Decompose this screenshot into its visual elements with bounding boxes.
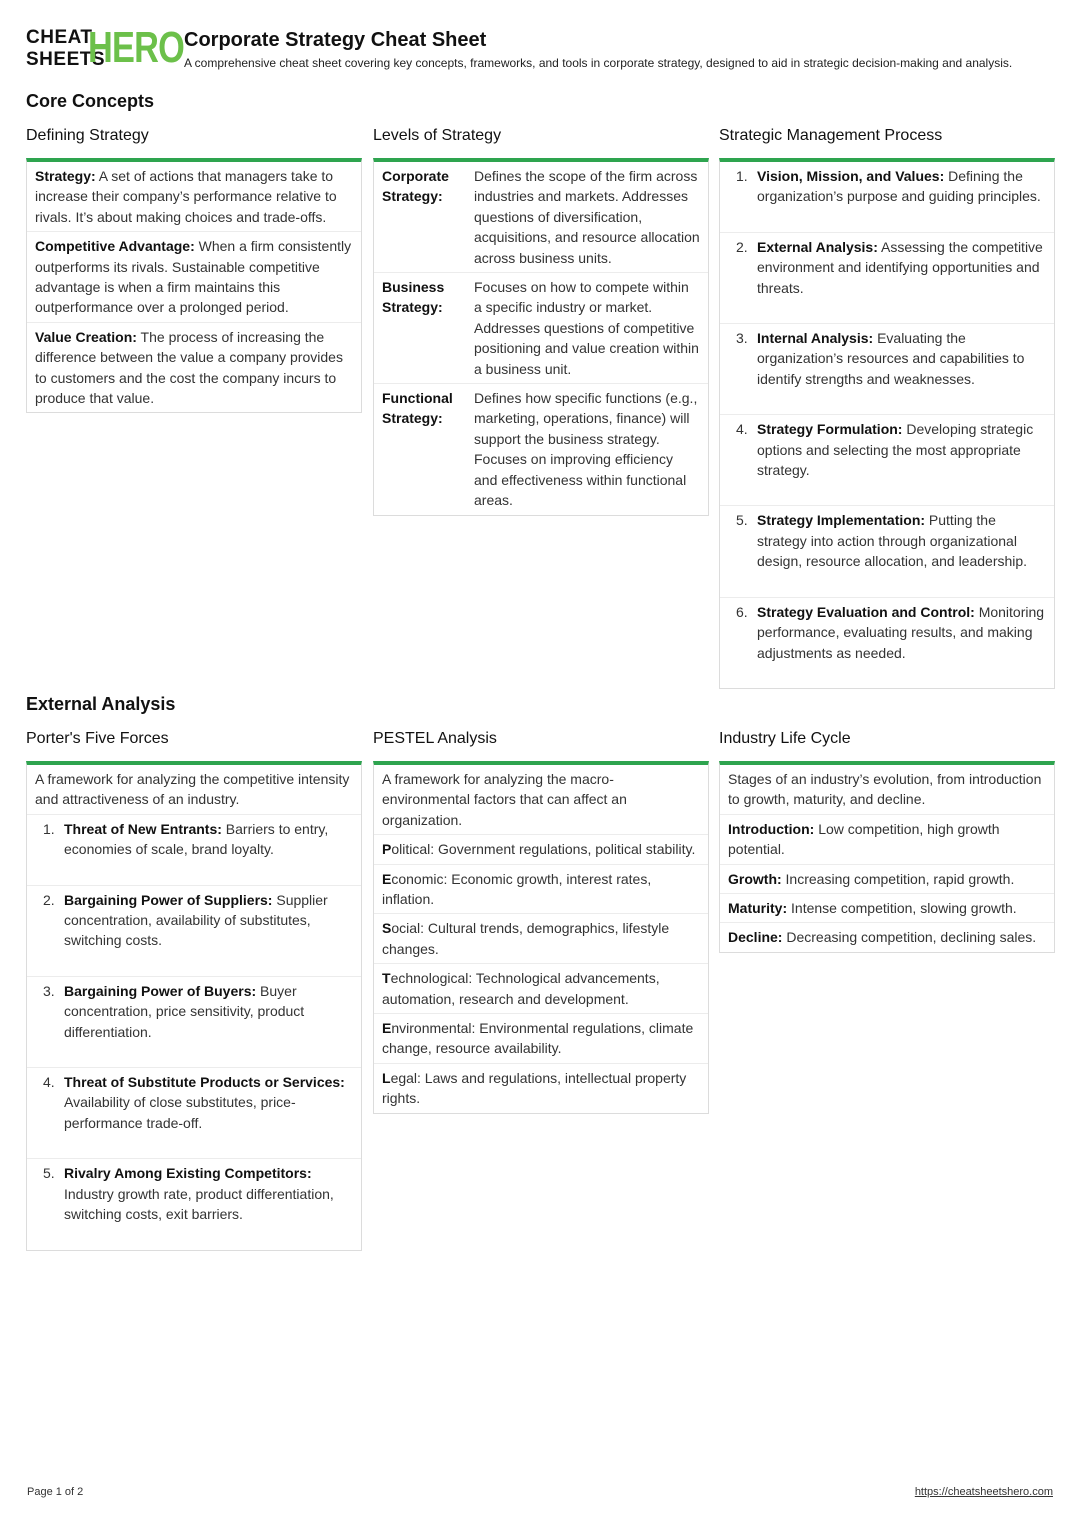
table-key: Functional Strategy:: [382, 390, 453, 427]
card-title-levels-of-strategy: Levels of Strategy: [373, 127, 502, 144]
pestel-letter: T: [382, 970, 391, 987]
term: Vision, Mission, and Values:: [757, 168, 945, 184]
logo-sheets-text: SHEETS: [26, 49, 106, 70]
term: Growth:: [728, 870, 782, 887]
column-industry-life-cycle: [719, 729, 1055, 953]
definition: Intense competition, slowing growth.: [787, 900, 1017, 917]
definition: Industry growth rate, product differentiation, switching costs, exit barriers.: [64, 1185, 334, 1223]
list-item: [27, 323, 361, 413]
definition: Barriers to entry, economies of scale, brand loyalty.: [64, 820, 329, 858]
list-item: [374, 835, 708, 864]
pestel-text: conomic: Economic growth, interest rates, inflation.: [382, 870, 652, 908]
table-key: Business Strategy:: [382, 279, 445, 316]
cheatsheetshero-logo[interactable]: [26, 23, 185, 72]
definition: A set of actions that managers take to increase their company’s performance relative to rivals. It’s about making choices and trade-offs.: [35, 168, 337, 225]
card-levels-of-strategy: [373, 158, 709, 516]
list-item: [374, 914, 708, 964]
list-item: [27, 977, 361, 1068]
definition: Putting the strategy into action through organizational design, resource allocation, and leadership.: [757, 512, 1028, 570]
term: Competitive Advantage:: [35, 238, 195, 255]
column-pestel-analysis: [373, 729, 709, 1114]
list-item: [720, 865, 1054, 894]
list-item: [720, 815, 1054, 865]
column-defining-strategy: [26, 126, 362, 413]
definition: Buyer concentration, price sensitivity, product differentiation.: [64, 982, 305, 1040]
card-title-defining-strategy: Defining Strategy: [26, 127, 149, 144]
list-number: 5.: [736, 512, 748, 529]
definition: Developing strategic options and selecting the most appropriate strategy.: [757, 421, 1034, 479]
list-item: [374, 1064, 708, 1113]
list-item: [27, 232, 361, 323]
list-number: 6.: [736, 603, 748, 620]
card-defining-strategy: [26, 158, 362, 413]
card-title-industry-life-cycle: Industry Life Cycle: [719, 730, 851, 747]
pestel-text: egal: Laws and regulations, intellectual property rights.: [382, 1069, 687, 1107]
list-item: [720, 506, 1054, 597]
pestel-letter: E: [382, 1020, 392, 1037]
term: Strategy Formulation:: [757, 421, 903, 438]
list-number: 2.: [43, 891, 55, 908]
term: Rivalry Among Existing Competitors:: [64, 1165, 312, 1182]
term: External Analysis:: [757, 238, 878, 255]
term: Strategy Evaluation and Control:: [757, 603, 975, 620]
term: Value Creation:: [35, 328, 137, 345]
term: Threat of New Entrants:: [64, 820, 222, 837]
page-subtitle: A comprehensive cheat sheet covering key concepts, frameworks, and tools in corporate strategy, designed to aid in strategic decision-making and analysis.: [184, 56, 1013, 70]
table-value: Defines how specific functions (e.g., marketing, operations, finance) will support the business strategy. Focuses on improving efficiency and effectiveness within functional areas.: [474, 390, 698, 509]
term: Threat of Substitute Products or Services:: [64, 1074, 345, 1091]
logo-cheat-text: CHEAT: [26, 27, 93, 48]
list-item: [27, 1159, 361, 1249]
column-levels-of-strategy: [373, 126, 709, 516]
definition: Low competition, high growth potential.: [728, 820, 1000, 858]
definition: Decreasing competition, declining sales.: [782, 929, 1037, 946]
definition: Monitoring performance, evaluating results, and making adjustments as needed.: [757, 603, 1045, 661]
definition: When a firm consistently outperforms its rivals. Sustainable competitive advantage is when a firm maintains this outperformance over a prolonged period.: [35, 238, 352, 316]
card-strategic-management-process: [719, 158, 1055, 689]
definition: Evaluating the organization’s resources and capabilities to identify strengths and weaknesses.: [757, 330, 1025, 387]
page-title: Corporate Strategy Cheat Sheet: [184, 29, 487, 51]
list-item: [27, 1068, 361, 1159]
list-item: [720, 598, 1054, 688]
definition: Supplier concentration, availability of substitutes, switching costs.: [64, 891, 328, 949]
card-title-porters-five-forces: Porter's Five Forces: [26, 730, 169, 747]
site-link[interactable]: https://cheatsheetshero.com: [914, 1486, 1053, 1498]
table-row: [374, 273, 708, 384]
pestel-text: nvironmental: Environmental regulations, climate change, resource availability.: [382, 1020, 694, 1057]
section-title-core-concepts: Core Concepts: [26, 91, 155, 111]
term: Internal Analysis:: [757, 330, 874, 347]
table-row: [374, 162, 708, 273]
section-title-external-analysis: External Analysis: [26, 694, 176, 714]
list-item: [374, 1014, 708, 1064]
header: [26, 23, 1056, 74]
card-intro: A framework for analyzing the competitive intensity and attractiveness of an industry.: [27, 765, 361, 815]
table-row: [374, 384, 708, 514]
list-item: [374, 865, 708, 915]
term: Introduction:: [728, 820, 815, 837]
list-item: [720, 324, 1054, 415]
list-number: 3.: [736, 330, 748, 347]
term: Bargaining Power of Buyers:: [64, 982, 257, 999]
definition: Defining the organization’s purpose and guiding principles.: [757, 168, 1041, 205]
card-industry-life-cycle: [719, 761, 1055, 953]
pestel-letter: E: [382, 870, 392, 887]
definition: Assessing the competitive environment and identifying opportunities and threats.: [757, 238, 1043, 296]
column-strategic-management-process: [719, 126, 1055, 689]
card-intro: A framework for analyzing the macro-environmental factors that can affect an organization.: [374, 765, 708, 835]
list-item: [720, 233, 1054, 324]
pestel-text: olitical: Government regulations, political stability.: [391, 841, 696, 858]
page-number: Page 1 of 2: [27, 1486, 84, 1498]
pestel-letter: L: [382, 1069, 391, 1086]
list-item: [27, 162, 361, 232]
list-number: 4.: [736, 421, 748, 438]
list-number: 2.: [736, 238, 748, 255]
list-number: 3.: [43, 982, 55, 999]
list-item: [27, 815, 361, 886]
list-number: 1.: [43, 820, 55, 837]
term: Strategy:: [35, 168, 96, 184]
card-porters-five-forces: [26, 761, 362, 1251]
table-value: Focuses on how to compete within a specific industry or market. Addresses questions of competitive positioning and value creation within a business unit.: [474, 279, 699, 377]
definition: Increasing competition, rapid growth.: [781, 870, 1015, 887]
term: Maturity:: [728, 900, 788, 917]
definition: The process of increasing the difference between the value a company provides to customers and the cost the company incurs to produce that value.: [35, 328, 343, 407]
definition: Availability of close substitutes, price-performance trade-off.: [64, 1094, 296, 1131]
term: Strategy Implementation:: [757, 512, 926, 529]
list-item: [720, 415, 1054, 506]
pestel-letter: P: [382, 841, 392, 858]
list-item: [720, 162, 1054, 233]
pestel-text: echnological: Technological advancements, automation, research and development.: [382, 970, 660, 1007]
logo-hero-text: HERO: [88, 23, 185, 72]
list-item: [374, 964, 708, 1014]
term: Bargaining Power of Suppliers:: [64, 891, 273, 908]
card-pestel-analysis: [373, 761, 709, 1114]
list-item: [27, 886, 361, 977]
list-number: 4.: [43, 1074, 55, 1091]
card-title-strategic-management-process: Strategic Management Process: [719, 127, 943, 144]
table-key: Corporate Strategy:: [382, 168, 449, 205]
list-number: 1.: [736, 168, 748, 184]
term: Decline:: [728, 929, 783, 946]
list-item: [720, 923, 1054, 951]
list-number: 5.: [43, 1165, 55, 1182]
pestel-letter: S: [382, 920, 392, 937]
list-item: [720, 894, 1054, 923]
table-value: Defines the scope of the firm across industries and markets. Addresses questions of diversification, acquisitions, and resource allocation across business units.: [474, 168, 700, 266]
pestel-text: ocial: Cultural trends, demographics, lifestyle changes.: [382, 920, 670, 957]
card-title-pestel-analysis: PESTEL Analysis: [373, 730, 497, 747]
column-porters-five-forces: [26, 729, 362, 1251]
card-intro: Stages of an industry’s evolution, from introduction to growth, maturity, and decline.: [720, 765, 1054, 815]
